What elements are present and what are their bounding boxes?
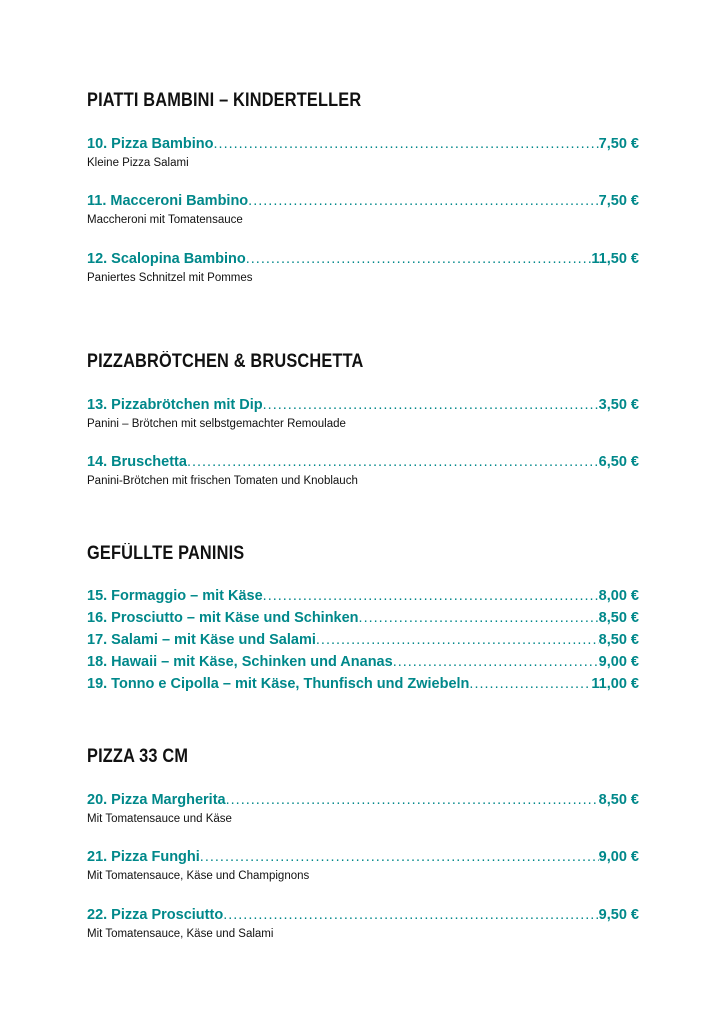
dot-leader <box>187 454 599 470</box>
item-price: 3,50 € <box>598 397 639 413</box>
item-price: 8,50 € <box>598 610 639 626</box>
dot-leader <box>223 907 598 923</box>
dot-leader <box>359 610 599 626</box>
item-price: 8,00 € <box>598 588 639 604</box>
item-description: Mit Tomatensauce und Käse <box>87 813 232 825</box>
dot-leader <box>214 136 599 152</box>
item-price: 7,50 € <box>598 193 639 209</box>
item-name: 10. Pizza Bambino <box>87 136 214 152</box>
item-price: 9,50 € <box>598 907 639 923</box>
item-price: 6,50 € <box>598 454 639 470</box>
item-name: 17. Salami – mit Käse und Salami <box>87 632 316 648</box>
item-name: 19. Tonno e Cipolla – mit Käse, Thunfisch und Zwiebeln <box>87 676 470 692</box>
item-description: Panini – Brötchen mit selbstgemachter Remoulade <box>87 418 346 430</box>
item-name: 21. Pizza Funghi <box>87 849 200 865</box>
item-name: 22. Pizza Prosciutto <box>87 907 224 923</box>
dot-leader <box>246 251 592 267</box>
item-price: 8,50 € <box>598 792 639 808</box>
dot-leader <box>393 654 599 670</box>
dot-leader <box>248 193 599 209</box>
item-price: 11,00 € <box>591 676 639 692</box>
item-price: 8,50 € <box>598 632 639 648</box>
item-description: Paniertes Schnitzel mit Pommes <box>87 272 253 284</box>
item-description: Mit Tomatensauce, Käse und Champignons <box>87 870 310 882</box>
dot-leader <box>469 676 591 692</box>
dot-leader <box>263 588 599 604</box>
item-description: Kleine Pizza Salami <box>87 157 189 169</box>
item-name: 16. Prosciutto – mit Käse und Schinken <box>87 610 359 626</box>
section-heading: PIZZA 33 CM <box>87 746 189 767</box>
dot-leader <box>200 849 599 865</box>
item-name: 15. Formaggio – mit Käse <box>87 588 263 604</box>
dot-leader <box>263 397 599 413</box>
item-description: Panini-Brötchen mit frischen Tomaten und Knoblauch <box>87 475 358 487</box>
item-price: 9,00 € <box>598 849 639 865</box>
section-heading: PIATTI BAMBINI – KINDERTELLER <box>87 90 362 111</box>
item-name: 13. Pizzabrötchen mit Dip <box>87 397 263 413</box>
section-heading: PIZZABRÖTCHEN & BRUSCHETTA <box>87 351 364 372</box>
section-heading: GEFÜLLTE PANINIS <box>87 543 245 564</box>
dot-leader <box>226 792 599 808</box>
item-price: 9,00 € <box>598 654 639 670</box>
item-price: 11,50 € <box>591 251 639 267</box>
item-description: Maccheroni mit Tomatensauce <box>87 214 243 226</box>
item-price: 7,50 € <box>598 136 639 152</box>
dot-leader <box>316 632 599 648</box>
item-name: 11. Macceroni Bambino <box>87 193 249 209</box>
item-name: 12. Scalopina Bambino <box>87 251 246 267</box>
item-name: 18. Hawaii – mit Käse, Schinken und Ananas <box>87 654 393 670</box>
item-description: Mit Tomatensauce, Käse und Salami <box>87 928 274 940</box>
item-name: 20. Pizza Margherita <box>87 792 226 808</box>
item-name: 14. Bruschetta <box>87 454 187 470</box>
